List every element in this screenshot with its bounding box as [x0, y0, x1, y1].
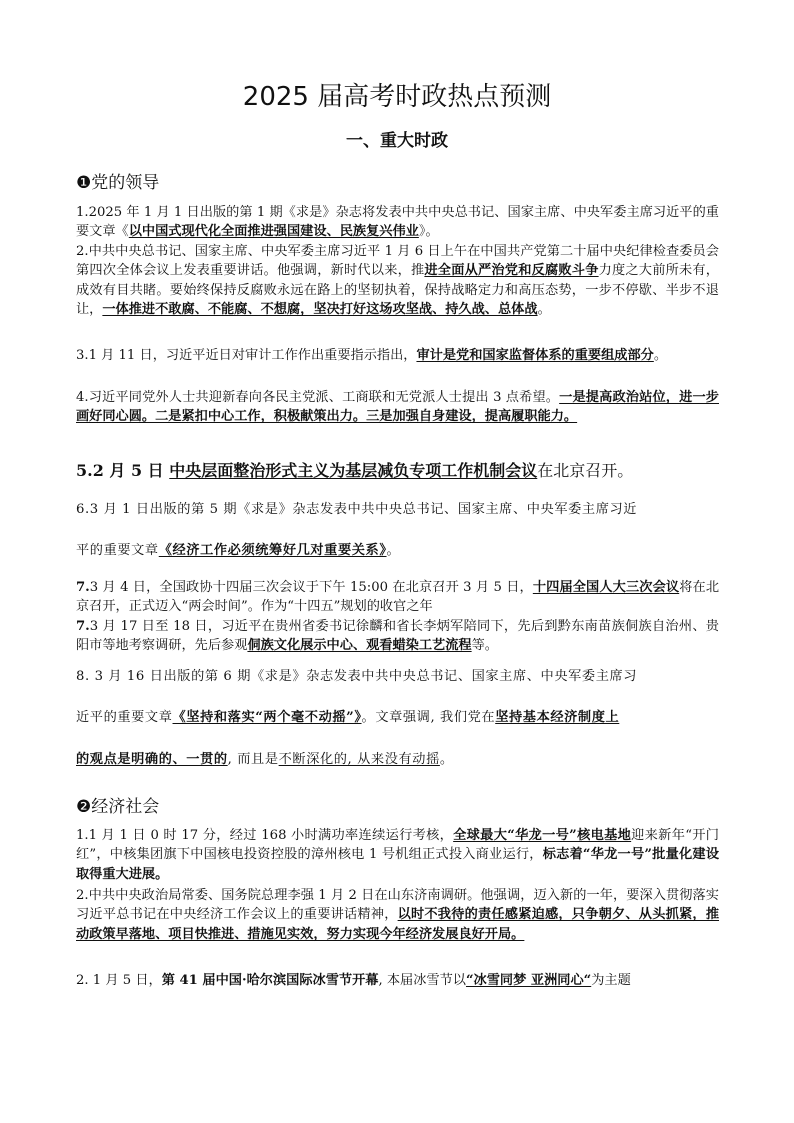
- paragraph-7: [76, 578, 719, 617]
- text: , 而且是: [227, 752, 279, 767]
- paragraph-6-line-2: [76, 541, 719, 560]
- text: 。: [653, 348, 668, 363]
- heading-economy-society: ❷经济社会: [76, 797, 160, 817]
- heading-party-leadership: ❶党的领导: [76, 173, 160, 193]
- text: 2.中共中央政治局常委、国务院总理李强 1 月 2 日在山东济南调研。他强调，迈入新的一年，要深入贯彻落实习近平总书记在中央经济工作会议上的重要讲话精神，: [76, 888, 719, 923]
- emphasis-text: 以中国式现代化全面推进强国建设、民族复兴伟业: [128, 224, 419, 240]
- emphasis-text: 5.2 月 5 日: [76, 461, 170, 480]
- text: 在北京召开。: [537, 461, 634, 480]
- paragraph-8-line-2: [76, 708, 719, 727]
- emphasis-text: 审计是党和国家监督体系的重要组成部分: [416, 348, 654, 363]
- paragraph-6-line-1: [76, 500, 719, 519]
- emphasis-text: 进全面从严治党和反腐败斗争: [424, 263, 599, 279]
- text: 。: [537, 301, 551, 317]
- text: 。文章强调, 我们党在: [361, 710, 496, 725]
- emphasis-text: 十四届全国人大三次会议: [532, 580, 680, 595]
- paragraph-5: [76, 460, 719, 482]
- text: 为主题: [591, 973, 631, 988]
- emphasis-text: 全球最大“华龙一号”核电基地: [453, 828, 632, 843]
- paragraph-2: [76, 242, 719, 319]
- text: 3.1 月 11 日，习近平近日对审计工作作出重要指示指出，: [76, 348, 417, 363]
- emphasis-text: 一是提高政治站位，进一步画好同心圆。二是紧扣中心工作，积极献策出力。三是加强自身建设，提高履职能力。: [76, 390, 719, 425]
- text: 1.2025 年 1 月 1 日出版的第 1 期《求是》杂志将发表中共中央总书记、国家主席、中央军委主席习近平的重要文章《: [76, 205, 719, 240]
- emphasis-text: 的观点是明确的、一贯的: [76, 752, 228, 767]
- text: 3 月 4 日，全国政协十四届三次会议于下午 15:00 在北京召开 3 月 5 日，: [89, 580, 533, 595]
- text: 4.习近平同党外人士共迎新春向各民主党派、工商联和无党派人士提出 3 点希望。: [76, 390, 560, 405]
- paragraph-7b: [76, 617, 719, 656]
- emphasis-text: 中央层面整治形式主义为基层减负专项工作机制会议: [169, 461, 538, 480]
- text: 2.中共中央总书记、国家主席、中央军委主席习近平 1 月 6 日上午在中国共产党第二十届中央纪律检查委员会第四次全体会议上发表重要讲话。他强调，新时代以来，推: [76, 244, 719, 279]
- emphasis-text: 以时不我待的责任感紧迫感，只争朝夕、从头抓紧，推动政策早落地、项目快推进、措施见实效，努力实现今年经济发展良好开局。: [76, 907, 720, 942]
- paragraph-1: [76, 203, 719, 242]
- emphasis-text: 《坚持和落实“两个毫不动摇”》: [172, 710, 362, 725]
- paragraph-4: [76, 388, 719, 427]
- emphasis-text: 7.: [76, 619, 90, 634]
- text: 2. 1 月 5 日，: [76, 973, 162, 988]
- emphasis-text: 一体推进不敢腐、不能腐、不想腐，坚决打好这场攻坚战、持久战、总体战: [102, 301, 538, 317]
- econ-paragraph-2: [76, 886, 719, 944]
- text: 近平的重要文章: [76, 710, 173, 725]
- emphasis-text: “冰雪同梦 亚洲同心“: [465, 973, 592, 988]
- emphasis-text: 标志着“华龙一号”批量化建设取得重大进展。: [76, 847, 720, 882]
- econ-paragraph-3: [76, 971, 719, 990]
- text: 》。: [418, 224, 439, 240]
- text: 6.3 月 1 日出版的第 5 期《求是》杂志发表中共中央总书记、国家主席、中央军委主席习近: [76, 502, 638, 517]
- text: 。: [386, 543, 401, 558]
- text: 平的重要文章: [76, 543, 159, 558]
- text: 迎来新年“开门红”，中核集团旗下中国核电投资控股的漳州核电 1 号机组正式投入商业运行，: [76, 828, 719, 863]
- text: 将在北京召开，正式迈入“两会时间”。作为“十四五”规划的收官之年: [76, 580, 720, 615]
- text: 等。: [471, 638, 498, 654]
- emphasis-text: 第 41 届中国·哈尔滨国际冰雪节开幕: [161, 973, 379, 988]
- emphasis-text: 坚持基本经济制度上: [495, 710, 620, 725]
- emphasis-text: 侗族文化展示中心、观看蜡染工艺流程: [247, 638, 472, 654]
- page-title: 2025 届高考时政热点预测: [242, 82, 552, 112]
- emphasis-text: 《经济工作必须统筹好几对重要关系》: [158, 543, 387, 558]
- text: , 本届冰雪节以: [378, 973, 466, 988]
- emphasis-text: 7.: [76, 580, 90, 595]
- text: 1.1 月 1 日 0 时 17 分，经过 168 小时满功率连续运行考核，: [76, 828, 454, 843]
- text: 。: [439, 752, 454, 767]
- paragraph-3: [76, 346, 719, 365]
- text: 力度之大前所未有，成效有目共睹。要始终保持反腐败永远在路上的坚韧执着，保持战略定力和高压态势，一步不停歇、半步不退让，: [76, 263, 719, 317]
- section-subtitle: 一、重大时政: [346, 131, 448, 151]
- paragraph-8-line-3: [76, 750, 719, 769]
- text: 8. 3 月 16 日出版的第 6 期《求是》杂志发表中共中央总书记、国家主席、中央军委主席习: [76, 669, 638, 684]
- paragraph-8-line-1: [76, 667, 719, 686]
- econ-paragraph-1: [76, 826, 719, 884]
- underlined-text: 不断深化的, 从来没有动摇: [278, 752, 440, 767]
- text: 3 月 17 日至 18 日，习近平在贵州省委书记徐麟和省长李炳军陪同下，先后到黔东南苗族侗族自治州、贵阳市等地考察调研，先后参观: [76, 619, 719, 654]
